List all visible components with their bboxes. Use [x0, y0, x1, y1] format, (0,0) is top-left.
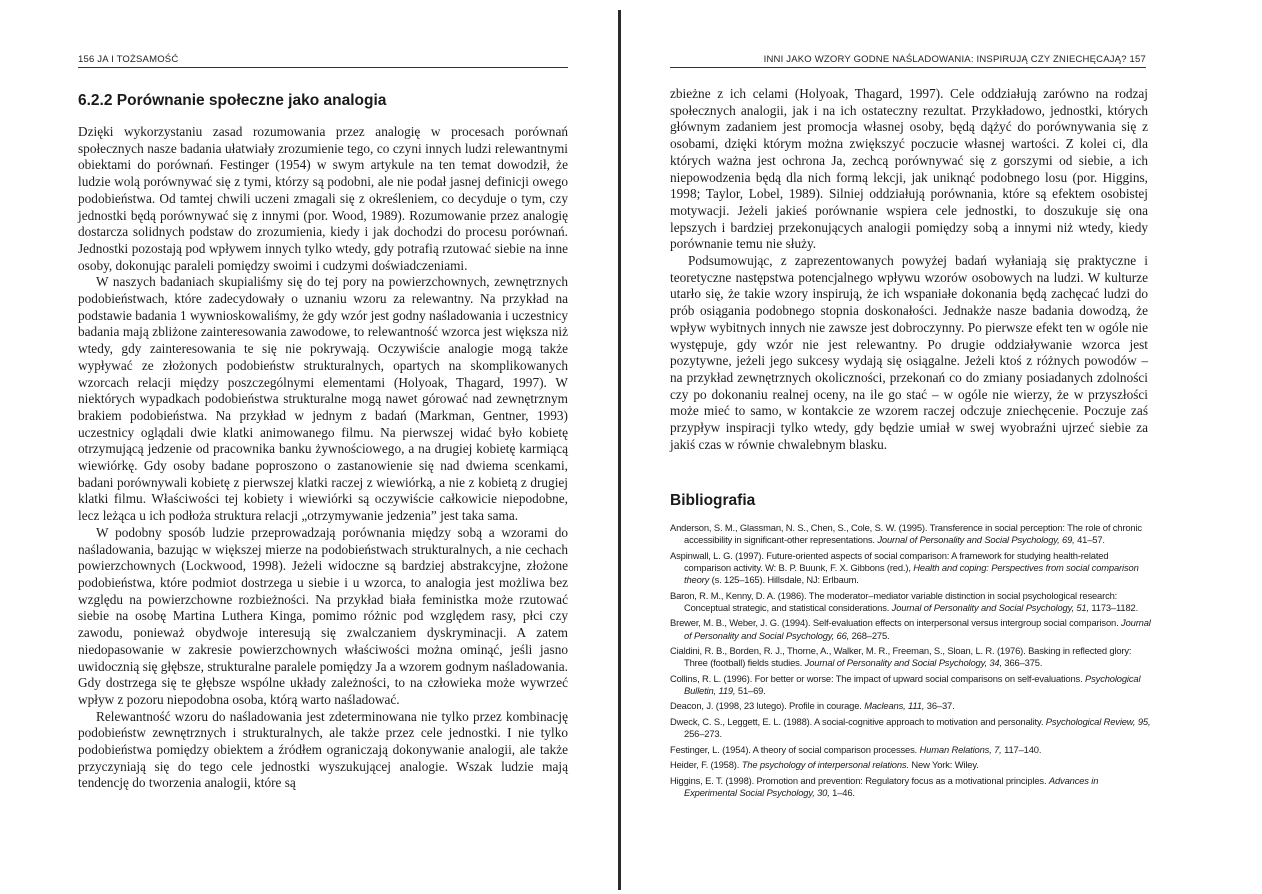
paragraph: zbieżne z ich celami (Holyoak, Thagard, 1997). Cele oddziałują zarówno na rodzaj społecznych analogii, jak i na ich ostateczny rezultat. Przykładowo, jednostki, których głównym zadaniem jest promocja własnej osoby, będą dążyć do porównywania się z osobami, dzięki którym można zwiększyć poczucie własnej wartości. Z kolei ci, dla których ważna jest ochrona Ja, zechcą porównywać się z gorszymi od siebie, a ich niepowodzenia będą dla nich formą lekcji, jak uniknąć podobnego losu (por. Higgins, 1998; Taylor, Lobel, 1989). Silniej oddziałują porównania, które są efektem osobistej motywacji. Jeżeli jakieś porównanie wspiera cele jednostki, to doszukuje się ona lepszych i bardziej przekonujących analogii pomiędzy sobą a innymi niż wtedy, kiedy porównanie temu nie służy. — [670, 86, 1148, 252]
bibliography-entry — [670, 673, 1152, 697]
bibliography-title: Bibliografia — [670, 492, 756, 509]
entry-journal: Journal of Personality and Social Psychology, 66, — [684, 617, 1151, 641]
entry-tail: 36–37. — [926, 700, 955, 712]
entry-main: Cialdini, R. B., Borden, R. J., Thorne, A., Walker, M. R., Freeman, S., Sloan, L. R. (1976). Basking in reflected glory: Three (football) fields studies. — [670, 645, 1132, 669]
entry-main: Higgins, E. T. (1998). Promotion and prevention: Regulatory focus as a motivational principles. — [670, 774, 1047, 786]
paragraph: Dzięki wykorzystaniu zasad rozumowania przez analogię w procesach porównań społecznych nasze badania ułatwiały zrozumienie tego, co czyni innych ludzi relewantnymi obiektami do porównań. Festinger (1954) w swym artykule na ten temat dowodził, że ludzie wolą porównywać się z tymi, którzy są podobni, ale nie podał jasnej definicji owego podobieństwa. Od tamtej chwili uczeni zmagali się z określeniem, co decyduje o tym, czy jednostki będą porównywać się z innymi (por. Wood, 1989). Rozumowanie przez analogię dostarcza solidnych podstaw do zrozumienia, kiedy i jak dochodzi do procesu porównań. Jednostki pozostają pod wpływem innych tylko wtedy, gdy potrafią rzutować siebie na inne osoby, dokonując paraleli pomiędzy swoimi i cudzymi doświadczeniami. — [78, 124, 568, 273]
entry-journal: Psychological Bulletin, 119, — [684, 672, 1141, 696]
entry-main: Baron, R. M., Kenny, D. A. (1986). The moderator–mediator variable distinction in social psychological research: Conceptual strategic, and statistical considerations. — [670, 589, 1118, 613]
entry-journal: Journal of Personality and Social Psychology, 51, — [891, 601, 1089, 613]
entry-journal: Health and coping: Perspectives from social comparison theory — [684, 561, 1139, 586]
right-text-column — [670, 86, 1148, 453]
bibliography-entry — [670, 775, 1152, 799]
entry-tail: 366–375. — [1004, 657, 1043, 669]
paragraph: W podobny sposób ludzie przeprowadzają porównania między sobą a wzorami do naśladowania, bazując w większej mierze na podobieństwach strukturalnych, a nie cechach powierzchownych (Lockwood, 1998). Jeżeli widoczne są bardziej abstrakcyjne, złożone podobieństwa, które podmiot dostrzega u siebie i u wzorca, to analogia jest możliwa bez względu na powierzchowne rozbieżności. Na przykład biała feministka może rzutować siebie na osobę Martina Luthera Kinga, pomimo różnic pod względem rasy, płci czy zawodu, ponieważ obydwoje interesują się zwalczaniem dyskryminacji. A zatem niedopasowanie w zakresie powierzchownych właściwości można ominąć, jeśli jasno uwidocznią się głębsze, strukturalne paralele pomiędzy Ja a wzorem godnym naśladowania. Gdy dostrzega się te głębsze wspólne układy zależności, to na człowieka może wywrzeć wpływ z pozoru niepodobna osoba, którą warto naśladować. — [78, 524, 568, 707]
bibliography-list — [670, 522, 1152, 802]
entry-tail: 117–140. — [1004, 743, 1042, 755]
entry-journal: Macleans, 111, — [864, 700, 925, 712]
entry-tail: 1–46. — [832, 786, 855, 798]
bibliography-entry — [670, 550, 1152, 587]
paragraph: Podsumowując, z zaprezentowanych powyżej badań wyłaniają się praktyczne i teoretyczne następstwa potencjalnego wpływu wzorów osobowych na ludzi. W kulturze utarło się, że takie wzory inspirują, że ich wspaniałe dokonania będą zachęcać ludzi do prób osiągania podobnego stopnia doskonałości. Jednakże nasze badania dowodzą, że wpływ wybitnych innych nie zawsze jest dobroczynny. Po pierwsze efekt ten w ogóle nie występuje, gdy wzór nie jest relewantny. Po drugie oddziaływanie wzorca jest pozytywne, jeżeli jego sukcesy wydają się osiągalne. Jeżeli ktoś z różnych powodów – na przykład zewnętrznych okoliczności, przekonań co do zmiany posiadanych zdolności czy po dokonaniu realnej oceny, na ile go stać – w ogóle nie wierzy, że w przyszłości może mieć to samo, w kontakcie ze wzorem raczej odczuje zniechęcenie. Poczuje zaś przypływ inspiracji tylko wtedy, gdy będzie umiał w swej wyobraźni ujrzeć siebie za jakiś czas w równie chwalebnym blasku. — [670, 253, 1148, 452]
bibliography-entry — [670, 590, 1152, 614]
entry-main: Dweck, C. S., Leggett, E. L. (1988). A social-cognitive approach to motivation and personality. — [670, 715, 1044, 727]
entry-tail: New York: Wiley. — [911, 759, 979, 771]
bibliography-entry — [670, 522, 1152, 546]
entry-main: Anderson, S. M., Glassman, N. S., Chen, S., Cole, S. W. (1995). Transference in social perception: The role of chronic accessibility in significant-other representations. — [670, 522, 1142, 546]
section-title: 6.2.2 Porównanie społeczne jako analogia — [78, 92, 387, 109]
bibliography-entry — [670, 744, 1152, 756]
book-spine-divider — [618, 10, 621, 890]
entry-journal: Journal of Personality and Social Psychology, 34, — [804, 657, 1002, 669]
bibliography-entry — [670, 645, 1152, 669]
entry-main: Brewer, M. B., Weber, J. G. (1994). Self-evaluation effects on interpersonal versus intergroup social comparison. — [670, 617, 1119, 629]
entry-tail: (s. 125–165). Hillsdale, NJ: Erlbaum. — [711, 574, 859, 586]
entry-journal: Human Relations, 7, — [919, 743, 1002, 755]
bibliography-entry — [670, 700, 1152, 712]
header-rule-left — [78, 67, 568, 68]
entry-tail: 51–69. — [737, 684, 766, 696]
entry-tail: 1173–1182. — [1091, 601, 1139, 613]
entry-journal: Advances in Experimental Social Psychology, 30, — [684, 774, 1099, 798]
entry-tail: 268–275. — [851, 629, 890, 641]
entry-main: Collins, R. L. (1996). For better or worse: The impact of upward social comparisons on self-evaluations. — [670, 672, 1083, 684]
left-page — [0, 0, 612, 894]
running-head-right: INNI JAKO WZORY GODNE NAŚLADOWANIA: INSPIRUJĄ CZY ZNIECHĘCAJĄ? 157 — [763, 54, 1146, 65]
entry-main: Deacon, J. (1998, 23 lutego). Profile in courage. — [670, 700, 862, 712]
paragraph: W naszych badaniach skupialiśmy się do tej pory na powierzchownych, zewnętrznych podobieństwach, które zadecydowały o uznaniu wzoru za relewantny. Na przykład na podstawie badania 1 wywnioskowaliśmy, że gdy wzór jest godny naśladowania i uczestnicy badania mają zbliżone zainteresowania zawodowe, to relewantność wzorca jest większa niż wtedy, gdy zainteresowania te się nie pokrywają. Oczywiście analogie mogą także wypływać ze złożonych podobieństw strukturalnych, opartych na skomplikowanych wzorcach relacji między poszczególnymi elementami (Holyoak, Thagard, 1997). W niektórych wypadkach podobieństwa strukturalne mogą nawet górować nad zewnętrznym brakiem podobieństwa. Na przykład w jednym z badań (Markman, Gentner, 1993) uczestnicy oglądali dwie klatki animowanego filmu. Na pierwszej widać było kobietę otrzymującą jedzenie od pracownika banku żywnościowego, a na drugiej kobietę karmiącą wiewiórkę. Gdy osoby badane poproszono o zastanowienie się nad dwiema scenkami, badani porównywali kobietę z pierwszej klatki raczej z wiewiórką, a nie z kobietą z drugiej klatki filmu. Właściwości tej kobiety i wiewiórki są oczywiście całkowicie niepodobne, lecz leżąca u ich podłoża struktura relacji „otrzymywanie jedzenia” jest taka sama. — [78, 274, 568, 524]
entry-journal: Journal of Personality and Social Psychology, 69, — [877, 534, 1075, 546]
bibliography-entry — [670, 617, 1152, 641]
left-text-column — [78, 124, 568, 792]
paragraph: Relewantność wzoru do naśladowania jest zdeterminowana nie tylko przez kombinację podobieństw zewnętrznych i strukturalnych, ale także przez cele jednostki. I nie tylko podobieństwa pomiędzy obiektem a źródłem ograniczają dokonywanie analogii, ale także przyczyniają się do tego cele jednostki wyszukującej analogie. Wszak ludzie mają tendencję do tworzenia analogii, które są — [78, 708, 568, 791]
right-page — [630, 0, 1262, 894]
entry-main: Festinger, L. (1954). A theory of social comparison processes. — [670, 743, 918, 755]
entry-main: Heider, F. (1958). — [670, 759, 740, 771]
entry-journal: Psychological Review, 95, — [1045, 715, 1151, 727]
bibliography-entry — [670, 759, 1152, 771]
header-rule-right — [670, 67, 1146, 68]
entry-tail: 41–57. — [1077, 534, 1105, 546]
entry-tail: 256–273. — [684, 728, 722, 740]
entry-main: Aspinwall, L. G. (1997). Future-oriented aspects of social comparison: A framework for studying health-related comparison activity. W: B. P. Buunk, F. X. Gibbons (red.), — [670, 549, 1109, 573]
entry-journal: The psychology of interpersonal relations. — [741, 759, 909, 771]
bibliography-entry — [670, 716, 1152, 740]
running-head-left: 156 JA I TOŻSAMOŚĆ — [78, 54, 179, 65]
